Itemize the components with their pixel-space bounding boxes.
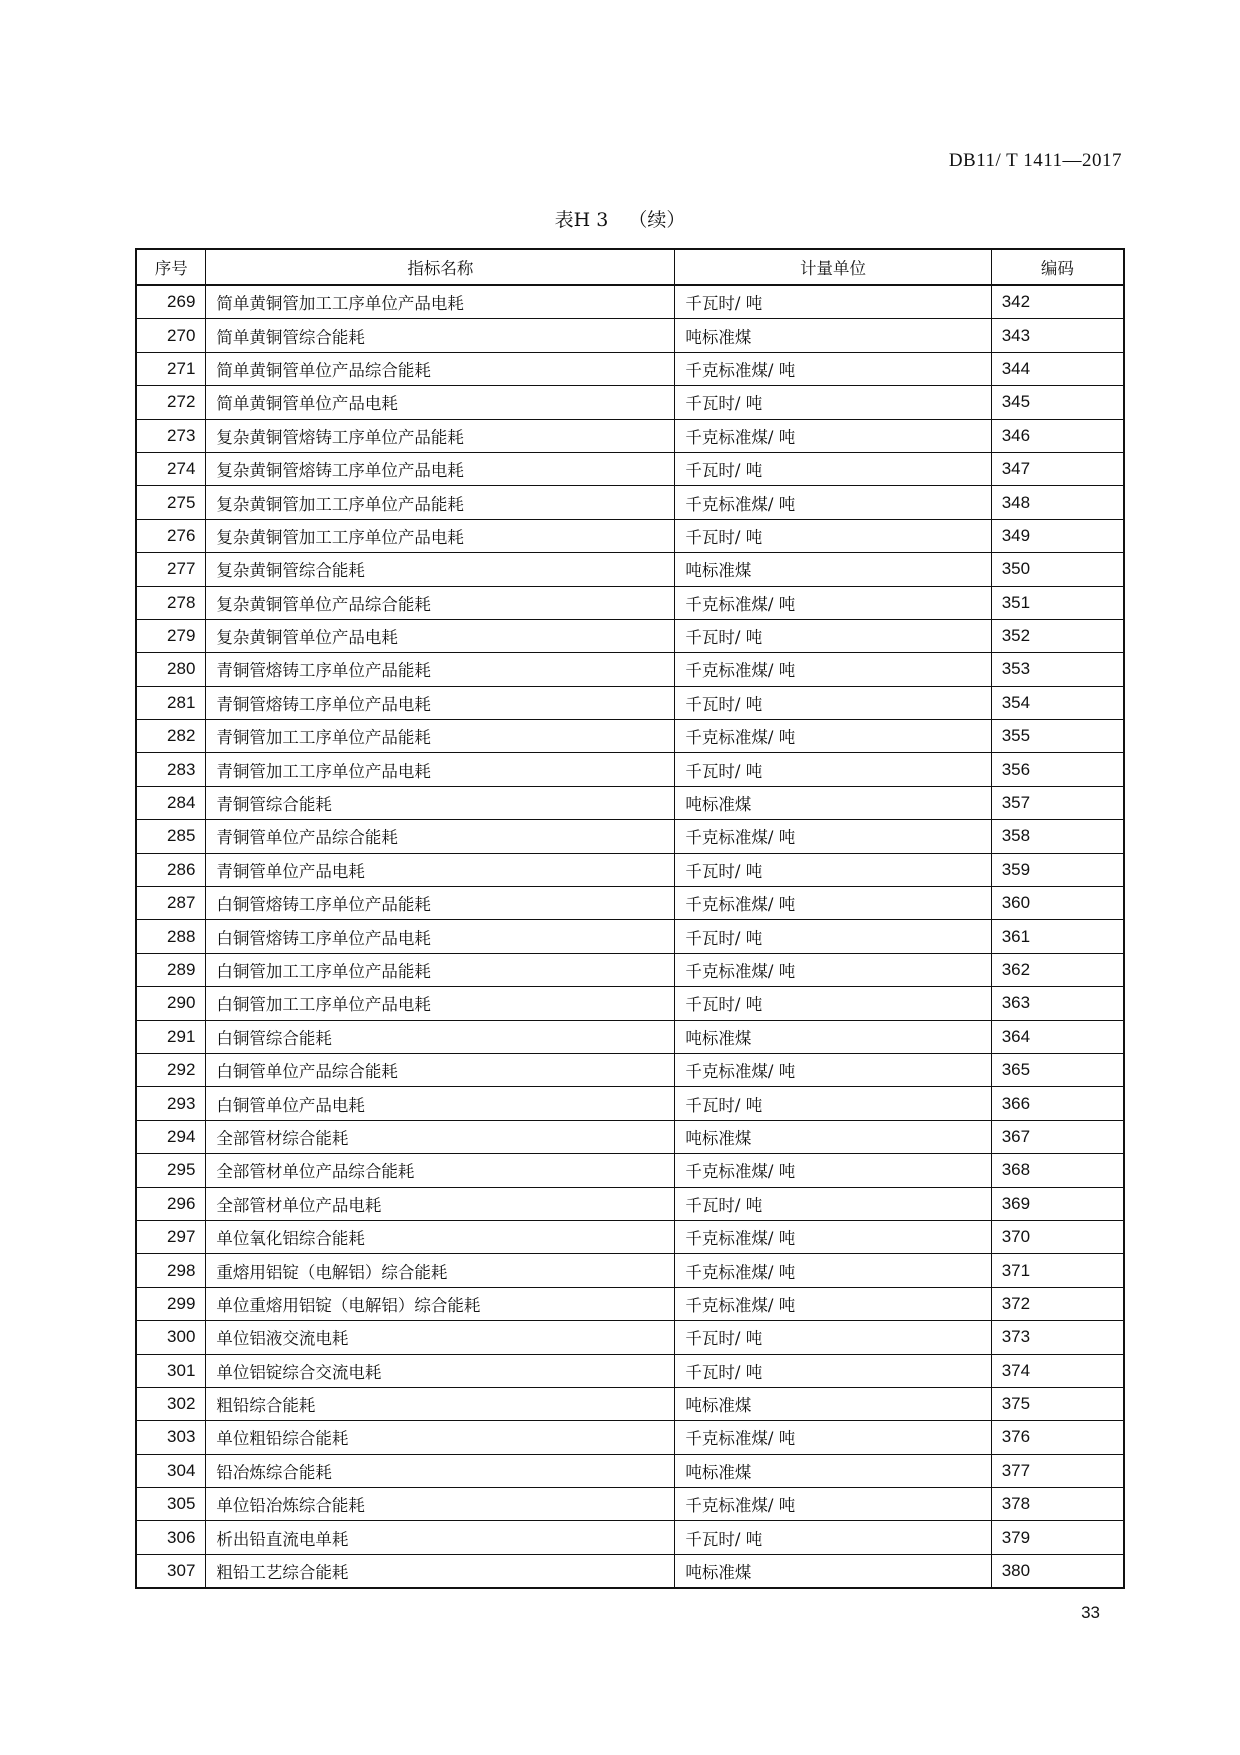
cell-unit: 千克标准煤/ 吨: [675, 1254, 991, 1287]
column-header-code: 编码: [991, 249, 1124, 285]
cell-no: 272: [136, 386, 206, 419]
cell-code: 347: [991, 452, 1124, 485]
cell-no: 284: [136, 786, 206, 819]
cell-code: 380: [991, 1554, 1124, 1588]
cell-code: 374: [991, 1354, 1124, 1387]
cell-no: 303: [136, 1421, 206, 1454]
table-row: [136, 853, 1124, 886]
cell-unit: 吨标准煤: [675, 553, 991, 586]
cell-name: 简单黄铜管综合能耗: [206, 319, 675, 352]
cell-no: 274: [136, 452, 206, 485]
cell-name: 复杂黄铜管熔铸工序单位产品电耗: [206, 452, 675, 485]
cell-no: 304: [136, 1454, 206, 1487]
cell-no: 276: [136, 519, 206, 552]
cell-no: 281: [136, 686, 206, 719]
cell-code: 352: [991, 619, 1124, 652]
cell-name: 复杂黄铜管加工工序单位产品能耗: [206, 486, 675, 519]
cell-code: 346: [991, 419, 1124, 452]
cell-unit: 吨标准煤: [675, 1020, 991, 1053]
cell-code: 376: [991, 1421, 1124, 1454]
cell-unit: 千瓦时/ 吨: [675, 753, 991, 786]
cell-code: 357: [991, 786, 1124, 819]
cell-code: 367: [991, 1120, 1124, 1153]
table-row: [136, 720, 1124, 753]
cell-no: 295: [136, 1154, 206, 1187]
table-row: [136, 1087, 1124, 1120]
table-row: [136, 1454, 1124, 1487]
cell-code: 355: [991, 720, 1124, 753]
column-header-unit: 计量单位: [675, 249, 991, 285]
table-row: [136, 1554, 1124, 1588]
cell-code: 371: [991, 1254, 1124, 1287]
cell-unit: 千克标准煤/ 吨: [675, 1154, 991, 1187]
cell-unit: 千克标准煤/ 吨: [675, 1421, 991, 1454]
cell-no: 300: [136, 1321, 206, 1354]
cell-no: 287: [136, 887, 206, 920]
cell-name: 白铜管综合能耗: [206, 1020, 675, 1053]
cell-no: 269: [136, 285, 206, 319]
cell-unit: 千克标准煤/ 吨: [675, 1053, 991, 1086]
cell-code: 363: [991, 987, 1124, 1020]
cell-name: 单位氧化铝综合能耗: [206, 1220, 675, 1253]
column-header-no: 序号: [136, 249, 206, 285]
table-row: [136, 1020, 1124, 1053]
cell-no: 293: [136, 1087, 206, 1120]
cell-code: 375: [991, 1387, 1124, 1420]
table-row: [136, 686, 1124, 719]
cell-code: 369: [991, 1187, 1124, 1220]
cell-no: 283: [136, 753, 206, 786]
cell-code: 378: [991, 1488, 1124, 1521]
cell-code: 362: [991, 953, 1124, 986]
cell-name: 单位铅冶炼综合能耗: [206, 1488, 675, 1521]
document-code: DB11/ T 1411—2017: [948, 150, 1122, 171]
cell-no: 292: [136, 1053, 206, 1086]
cell-unit: 千瓦时/ 吨: [675, 920, 991, 953]
cell-unit: 千瓦时/ 吨: [675, 686, 991, 719]
cell-no: 275: [136, 486, 206, 519]
cell-no: 294: [136, 1120, 206, 1153]
cell-code: 358: [991, 820, 1124, 853]
cell-unit: 千瓦时/ 吨: [675, 987, 991, 1020]
cell-code: 372: [991, 1287, 1124, 1320]
cell-code: 342: [991, 285, 1124, 319]
table-row: [136, 1053, 1124, 1086]
table-row: [136, 1154, 1124, 1187]
cell-name: 简单黄铜管单位产品综合能耗: [206, 352, 675, 385]
cell-no: 285: [136, 820, 206, 853]
cell-name: 青铜管加工工序单位产品电耗: [206, 753, 675, 786]
cell-code: 360: [991, 887, 1124, 920]
table-row: [136, 619, 1124, 652]
cell-unit: 千克标准煤/ 吨: [675, 1287, 991, 1320]
table-row: [136, 820, 1124, 853]
table-row: [136, 519, 1124, 552]
cell-name: 青铜管熔铸工序单位产品电耗: [206, 686, 675, 719]
table-row: [136, 1187, 1124, 1220]
cell-name: 析出铅直流电单耗: [206, 1521, 675, 1554]
cell-name: 单位重熔用铝锭（电解铝）综合能耗: [206, 1287, 675, 1320]
cell-name: 白铜管加工工序单位产品电耗: [206, 987, 675, 1020]
cell-unit: 千克标准煤/ 吨: [675, 586, 991, 619]
cell-code: 377: [991, 1454, 1124, 1487]
cell-name: 复杂黄铜管单位产品综合能耗: [206, 586, 675, 619]
cell-name: 青铜管加工工序单位产品能耗: [206, 720, 675, 753]
table-row: [136, 1254, 1124, 1287]
cell-no: 299: [136, 1287, 206, 1320]
cell-code: 343: [991, 319, 1124, 352]
cell-unit: 千克标准煤/ 吨: [675, 887, 991, 920]
cell-unit: 吨标准煤: [675, 786, 991, 819]
table-row: [136, 319, 1124, 352]
cell-unit: 千克标准煤/ 吨: [675, 953, 991, 986]
cell-unit: 千克标准煤/ 吨: [675, 419, 991, 452]
cell-code: 353: [991, 653, 1124, 686]
cell-code: 361: [991, 920, 1124, 953]
table-row: [136, 285, 1124, 319]
table-row: [136, 419, 1124, 452]
cell-unit: 吨标准煤: [675, 1554, 991, 1588]
table-continued: （续）: [628, 209, 686, 231]
cell-unit: 吨标准煤: [675, 1387, 991, 1420]
table-row: [136, 653, 1124, 686]
cell-no: 270: [136, 319, 206, 352]
cell-name: 白铜管熔铸工序单位产品能耗: [206, 887, 675, 920]
cell-code: 373: [991, 1321, 1124, 1354]
cell-code: 370: [991, 1220, 1124, 1253]
cell-no: 302: [136, 1387, 206, 1420]
cell-no: 278: [136, 586, 206, 619]
cell-name: 粗铅综合能耗: [206, 1387, 675, 1420]
cell-unit: 千克标准煤/ 吨: [675, 1488, 991, 1521]
table-title: [0, 205, 1240, 232]
cell-code: 366: [991, 1087, 1124, 1120]
cell-no: 296: [136, 1187, 206, 1220]
cell-unit: 千克标准煤/ 吨: [675, 653, 991, 686]
cell-no: 273: [136, 419, 206, 452]
table-row: [136, 920, 1124, 953]
cell-name: 铅冶炼综合能耗: [206, 1454, 675, 1487]
cell-unit: 吨标准煤: [675, 1120, 991, 1153]
indicator-table: [135, 248, 1125, 1589]
cell-name: 复杂黄铜管熔铸工序单位产品能耗: [206, 419, 675, 452]
cell-no: 282: [136, 720, 206, 753]
cell-unit: 吨标准煤: [675, 319, 991, 352]
table-row: [136, 452, 1124, 485]
cell-unit: 千瓦时/ 吨: [675, 452, 991, 485]
cell-name: 青铜管单位产品电耗: [206, 853, 675, 886]
column-header-name: 指标名称: [206, 249, 675, 285]
table-row: [136, 1220, 1124, 1253]
cell-no: 286: [136, 853, 206, 886]
cell-no: 271: [136, 352, 206, 385]
cell-unit: 吨标准煤: [675, 1454, 991, 1487]
cell-no: 301: [136, 1354, 206, 1387]
table-row: [136, 553, 1124, 586]
cell-no: 289: [136, 953, 206, 986]
cell-code: 379: [991, 1521, 1124, 1554]
cell-unit: 千瓦时/ 吨: [675, 1521, 991, 1554]
table-row: [136, 486, 1124, 519]
cell-name: 重熔用铝锭（电解铝）综合能耗: [206, 1254, 675, 1287]
table-row: [136, 987, 1124, 1020]
cell-name: 白铜管加工工序单位产品能耗: [206, 953, 675, 986]
cell-code: 354: [991, 686, 1124, 719]
cell-no: 298: [136, 1254, 206, 1287]
cell-code: 349: [991, 519, 1124, 552]
cell-no: 290: [136, 987, 206, 1020]
cell-name: 复杂黄铜管单位产品电耗: [206, 619, 675, 652]
cell-unit: 千瓦时/ 吨: [675, 519, 991, 552]
cell-name: 单位粗铅综合能耗: [206, 1421, 675, 1454]
cell-code: 364: [991, 1020, 1124, 1053]
cell-no: 288: [136, 920, 206, 953]
cell-no: 307: [136, 1554, 206, 1588]
cell-code: 365: [991, 1053, 1124, 1086]
cell-no: 297: [136, 1220, 206, 1253]
cell-name: 复杂黄铜管综合能耗: [206, 553, 675, 586]
table-row: [136, 352, 1124, 385]
table-row: [136, 887, 1124, 920]
cell-unit: 千瓦时/ 吨: [675, 1187, 991, 1220]
table-row: [136, 953, 1124, 986]
cell-unit: 千克标准煤/ 吨: [675, 720, 991, 753]
cell-unit: 千瓦时/ 吨: [675, 1087, 991, 1120]
cell-name: 单位铝液交流电耗: [206, 1321, 675, 1354]
cell-code: 345: [991, 386, 1124, 419]
cell-unit: 千克标准煤/ 吨: [675, 486, 991, 519]
cell-name: 青铜管熔铸工序单位产品能耗: [206, 653, 675, 686]
cell-code: 350: [991, 553, 1124, 586]
cell-code: 348: [991, 486, 1124, 519]
cell-code: 356: [991, 753, 1124, 786]
cell-no: 279: [136, 619, 206, 652]
cell-unit: 千瓦时/ 吨: [675, 285, 991, 319]
table-row: [136, 1321, 1124, 1354]
table-row: [136, 386, 1124, 419]
cell-name: 青铜管综合能耗: [206, 786, 675, 819]
table-row: [136, 586, 1124, 619]
cell-unit: 千瓦时/ 吨: [675, 853, 991, 886]
cell-name: 单位铝锭综合交流电耗: [206, 1354, 675, 1387]
table-row: [136, 1521, 1124, 1554]
table-label: 表H 3: [554, 209, 609, 231]
cell-unit: 千克标准煤/ 吨: [675, 820, 991, 853]
cell-name: 白铜管单位产品电耗: [206, 1087, 675, 1120]
cell-code: 351: [991, 586, 1124, 619]
table-row: [136, 1488, 1124, 1521]
cell-unit: 千瓦时/ 吨: [675, 1354, 991, 1387]
table-row: [136, 1287, 1124, 1320]
cell-unit: 千克标准煤/ 吨: [675, 352, 991, 385]
cell-unit: 千瓦时/ 吨: [675, 619, 991, 652]
table-row: [136, 1387, 1124, 1420]
cell-name: 复杂黄铜管加工工序单位产品电耗: [206, 519, 675, 552]
cell-name: 全部管材单位产品综合能耗: [206, 1154, 675, 1187]
cell-code: 368: [991, 1154, 1124, 1187]
cell-name: 青铜管单位产品综合能耗: [206, 820, 675, 853]
cell-name: 简单黄铜管加工工序单位产品电耗: [206, 285, 675, 319]
cell-no: 277: [136, 553, 206, 586]
table-row: [136, 786, 1124, 819]
cell-no: 305: [136, 1488, 206, 1521]
cell-no: 291: [136, 1020, 206, 1053]
cell-code: 359: [991, 853, 1124, 886]
cell-name: 全部管材综合能耗: [206, 1120, 675, 1153]
cell-no: 280: [136, 653, 206, 686]
cell-unit: 千克标准煤/ 吨: [675, 1220, 991, 1253]
cell-unit: 千瓦时/ 吨: [675, 1321, 991, 1354]
table-header-row: [136, 249, 1124, 285]
page-number: 33: [1081, 1603, 1100, 1622]
cell-code: 344: [991, 352, 1124, 385]
cell-name: 白铜管单位产品综合能耗: [206, 1053, 675, 1086]
table-body: [136, 285, 1124, 1588]
table-row: [136, 1421, 1124, 1454]
cell-name: 全部管材单位产品电耗: [206, 1187, 675, 1220]
cell-no: 306: [136, 1521, 206, 1554]
cell-name: 简单黄铜管单位产品电耗: [206, 386, 675, 419]
cell-name: 粗铅工艺综合能耗: [206, 1554, 675, 1588]
table-row: [136, 753, 1124, 786]
cell-name: 白铜管熔铸工序单位产品电耗: [206, 920, 675, 953]
cell-unit: 千瓦时/ 吨: [675, 386, 991, 419]
table-row: [136, 1120, 1124, 1153]
table-row: [136, 1354, 1124, 1387]
